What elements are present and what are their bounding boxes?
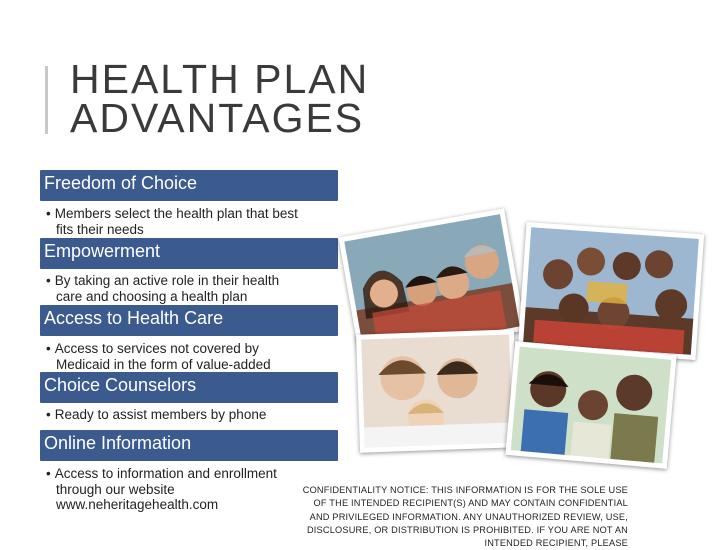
section-header-label: Freedom of Choice [44, 173, 198, 193]
bullet-icon: • [46, 466, 51, 481]
title-line-1: HEALTH PLAN [70, 56, 370, 102]
body-line: care and choosing a health plan [56, 288, 248, 304]
body-line: Ready to assist members by phone [54, 407, 267, 422]
section-header-label: Access to Health Care [44, 308, 224, 328]
page-title [70, 56, 370, 141]
family-photo-3-icon [356, 329, 518, 452]
body-line: Access to services not covered by [54, 341, 259, 356]
section-header-label: Empowerment [44, 241, 161, 261]
section-header-freedom-of-choice [40, 170, 338, 201]
section-header-choice-counselors [40, 372, 338, 403]
body-line: By taking an active role in their health [54, 273, 280, 288]
website-link[interactable]: www.neheritagehealth.com [56, 497, 219, 512]
section-header-empowerment [40, 238, 338, 269]
body-line: Members select the health plan that best [54, 206, 298, 221]
section-body-empowerment [46, 273, 346, 302]
body-line: through our website [56, 481, 175, 497]
body-line: fits their needs [56, 221, 144, 237]
family-photo-4-icon [505, 341, 676, 469]
confidentiality-notice: CONFIDENTIALITY NOTICE: THIS INFORMATION IS FOR THE SOLE USE OF THE INTENDED RECIPIENT(S) AND MAY CONTAIN CONFIDENTIAL AND PRIVILEGED INFORMATION. ANY UNAUTHORIZED REVIEW, USE, DISCLOSURE, OR DISTRIBUTION IS PROHIBITED. IF YOU ARE NOT AN INTENDED RECIPIENT, PLEASE [302, 485, 628, 549]
section-body-access-to-health-care [46, 341, 346, 370]
body-line: Medicaid in the form of value-added [56, 356, 271, 372]
section-body-online-information [46, 466, 311, 518]
bullet-icon: • [46, 407, 51, 422]
section-header-access-to-health-care [40, 305, 338, 336]
bullet-icon: • [46, 206, 51, 221]
bullet-icon: • [46, 341, 51, 356]
bullet-icon: • [46, 273, 51, 288]
section-header-label: Choice Counselors [44, 375, 197, 395]
section-body-choice-counselors [46, 407, 346, 425]
family-photo-2-icon [518, 222, 704, 360]
title-line-2: ADVANTAGES [70, 95, 365, 141]
section-header-label: Online Information [44, 433, 192, 453]
body-line: Access to information and enrollment [54, 466, 277, 481]
section-header-online-information [40, 430, 338, 461]
section-body-freedom-of-choice [46, 206, 346, 236]
title-accent-bar [45, 66, 48, 134]
